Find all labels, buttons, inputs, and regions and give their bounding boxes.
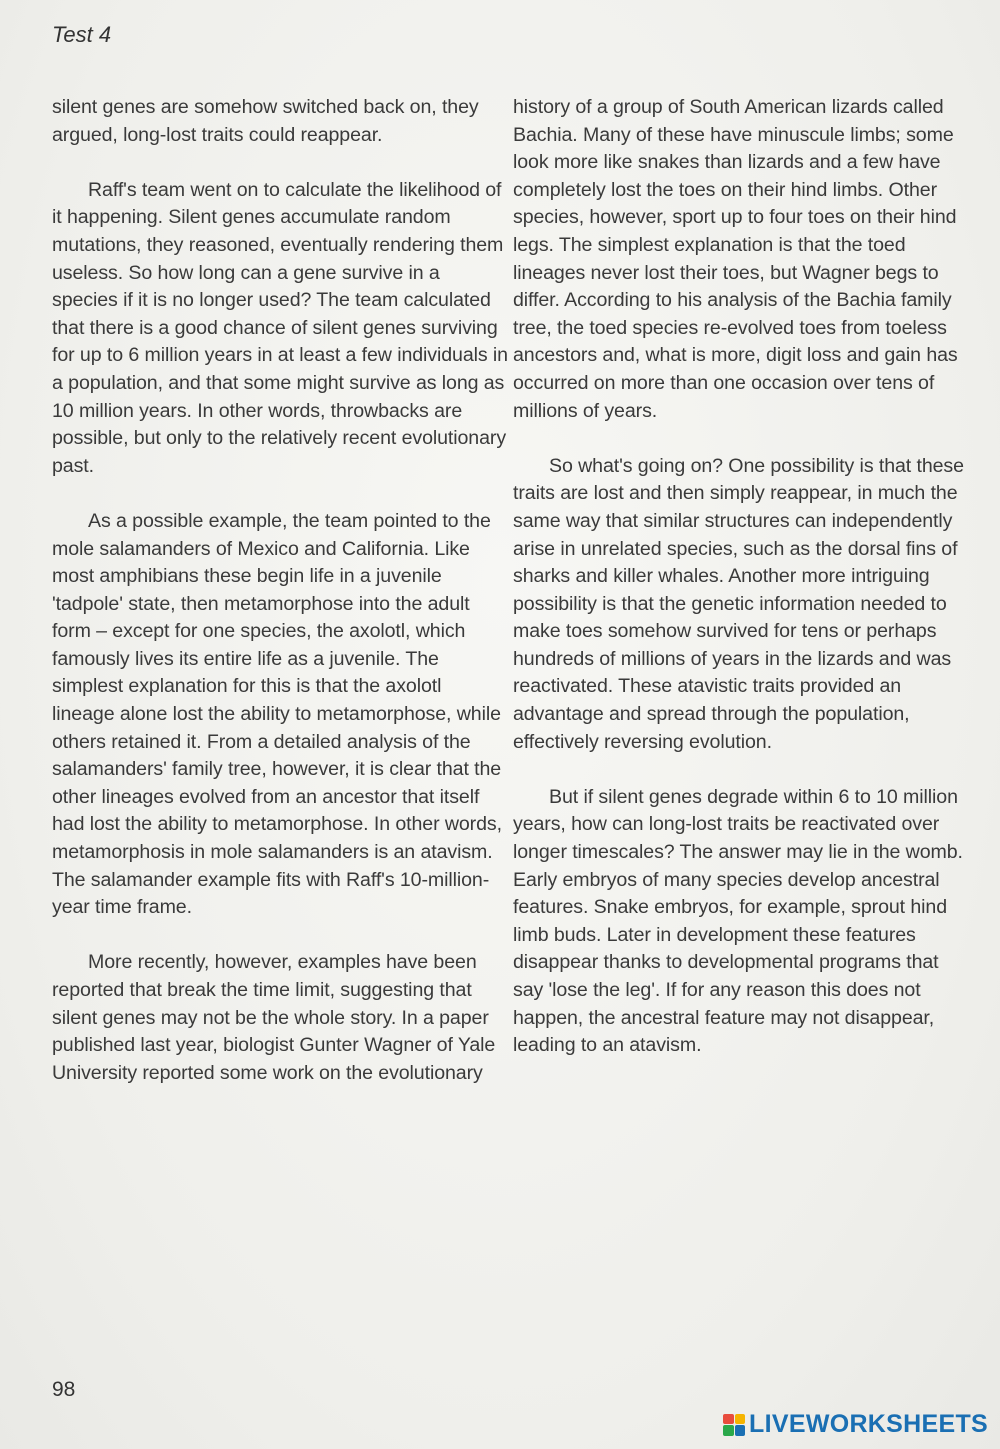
logo-square-icon [723, 1425, 734, 1436]
brand-name: LIVEWORKSHEETS [749, 1410, 988, 1438]
paragraph: As a possible example, the team pointed to the mole salamanders of Mexico and California. Like most amphibians these begin life in a juvenile 'tadpole' state, then metamorphose into the adult form – except for one species, the axolotl, which famously lives its entire life as a juvenile. The simplest explanation for this is that the axolotl lineage alone lost the ability to metamorphose, while others retained it. From a detailed analysis of the salamanders' family tree, however, it is clear that the other lineages evolved from an ancestor that itself had lost the ability to metamorphose. In other words, metamorphosis in mole salamanders is an atavism. The salamander example fits with Raff's 10-million-year time frame. [52, 509, 502, 919]
paragraph: So what's going on? One possibility is that these traits are lost and then simply reappear, in much the same way that similar structures can independently arise in unrelated species, such as the dorsal fins of sharks and killer whales. Another more intriguing possibility is that the genetic information needed to make toes somehow survived for tens or perhaps hundreds of millions of years in the lizards and was reactivated. These atavistic traits provided an advantage and spread through the population, effectively reversing evolution. [513, 454, 964, 753]
paragraph: More recently, however, examples have been reported that break the time limit, suggesting that silent genes may not be the whole story. In a paper published last year, biologist Gunter Wagner of Yale University reported some work on the evolutionary [52, 951, 496, 1084]
paragraph: But if silent genes degrade within 6 to 10 million years, how can long-lost traits be reactivated over longer timescales? The answer may lie in the womb. Early embryos of many species develop ancestral features. Snake embryos, for example, sprout hind limb buds. Later in development these features disappear thanks to developmental programs that say 'lose the leg'. If for any reason this does not happen, the ancestral feature may not disappear, leading to an atavism. [513, 785, 963, 1057]
liveworksheets-brand[interactable] [723, 1410, 988, 1439]
left-column [52, 94, 508, 1087]
paragraph: Raff's team went on to calculate the likelihood of it happening. Silent genes accumulate random mutations, they reasoned, eventually rendering them useless. So how long can a gene survive in a species if it is no longer used? The team calculated that there is a good chance of silent genes surviving for up to 6 million years in at least a few individuals in a population, and that some might survive as long as 10 million years. In other words, throwbacks are possible, but only to the relatively recent evolutionary past. [52, 178, 508, 477]
logo-square-icon [735, 1414, 746, 1425]
page-header: Test 4 [52, 22, 112, 47]
logo-square-icon [735, 1425, 746, 1436]
paragraph: silent genes are somehow switched back on, they argued, long-lost traits could reappear. [52, 96, 479, 146]
liveworksheets-logo-icon [723, 1414, 745, 1436]
logo-square-icon [723, 1414, 734, 1425]
paragraph: history of a group of South American lizards called Bachia. Many of these have minuscule limbs; some look more like snakes than lizards and a few have completely lost the toes on their hind limbs. Other species, however, sport up to four toes on their hind legs. The simplest explanation is that the toed lineages never lost their toes, but Wagner begs to differ. According to his analysis of the Bachia family tree, the toed species re-evolved toes from toeless ancestors and, what is more, digit loss and gain has occurred on more than one occasion over tens of millions of years. [513, 96, 958, 422]
right-column [513, 94, 973, 1060]
page-number: 98 [52, 1378, 76, 1401]
